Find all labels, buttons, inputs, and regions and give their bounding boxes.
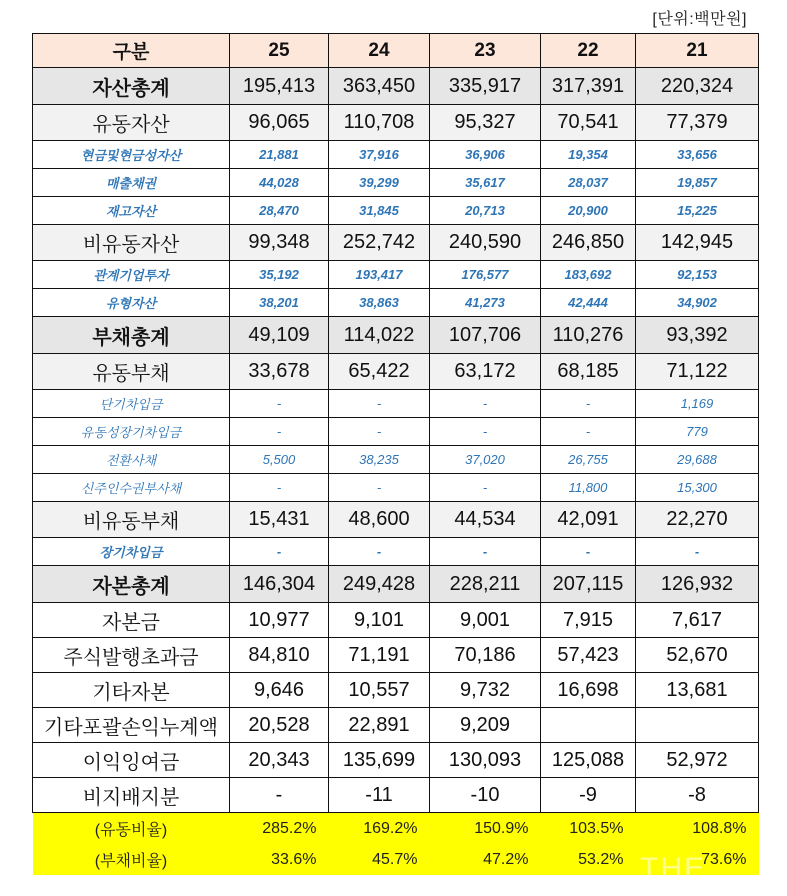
value-cell: -: [230, 538, 329, 566]
value-cell: 65,422: [329, 354, 430, 390]
value-cell: 52,972: [636, 743, 759, 778]
table-row: [33, 418, 759, 446]
row-label: 이익잉여금: [33, 743, 230, 778]
value-cell: -: [541, 390, 636, 418]
value-cell: 57,423: [541, 638, 636, 673]
table-row: [33, 169, 759, 197]
value-cell: 33,678: [230, 354, 329, 390]
row-label: 기타자본: [33, 673, 230, 708]
value-cell: 1,169: [636, 390, 759, 418]
value-cell: -: [430, 538, 541, 566]
value-cell: 249,428: [329, 566, 430, 603]
year-header: 24: [329, 34, 430, 68]
value-cell: 252,742: [329, 225, 430, 261]
value-cell: 19,354: [541, 141, 636, 169]
value-cell: 9,646: [230, 673, 329, 708]
value-cell: 29,688: [636, 446, 759, 474]
row-label: 유동성장기차입금: [33, 418, 230, 446]
value-cell: 39,299: [329, 169, 430, 197]
ratio-value: 150.9%: [430, 813, 541, 845]
value-cell: 20,900: [541, 197, 636, 225]
header-row: [33, 34, 759, 68]
value-cell: 15,225: [636, 197, 759, 225]
value-cell: 96,065: [230, 105, 329, 141]
row-label: 부채총계: [33, 317, 230, 354]
table-row: [33, 225, 759, 261]
value-cell: -11: [329, 778, 430, 813]
value-cell: -9: [541, 778, 636, 813]
value-cell: 37,916: [329, 141, 430, 169]
ratio-label: (유동비율): [33, 813, 230, 845]
row-label: 장기차입금: [33, 538, 230, 566]
value-cell: 41,273: [430, 289, 541, 317]
table-row: [33, 743, 759, 778]
row-label: 유형자산: [33, 289, 230, 317]
value-cell: 42,444: [541, 289, 636, 317]
value-cell: 37,020: [430, 446, 541, 474]
value-cell: 16,698: [541, 673, 636, 708]
table-row: [33, 673, 759, 708]
row-label: 신주인수권부사채: [33, 474, 230, 502]
table-row: [33, 603, 759, 638]
value-cell: -: [430, 390, 541, 418]
row-label: 비유동자산: [33, 225, 230, 261]
value-cell: 48,600: [329, 502, 430, 538]
value-cell: 317,391: [541, 68, 636, 105]
value-cell: 10,977: [230, 603, 329, 638]
value-cell: -: [230, 474, 329, 502]
row-label: 전환사채: [33, 446, 230, 474]
value-cell: 15,300: [636, 474, 759, 502]
row-label: 유동부채: [33, 354, 230, 390]
value-cell: -: [430, 418, 541, 446]
value-cell: 176,577: [430, 261, 541, 289]
table-row: [33, 105, 759, 141]
value-cell: 220,324: [636, 68, 759, 105]
row-label: 자본금: [33, 603, 230, 638]
value-cell: 77,379: [636, 105, 759, 141]
value-cell: 246,850: [541, 225, 636, 261]
ratio-value: 47.2%: [430, 844, 541, 875]
table-row: [33, 68, 759, 105]
row-label: 자본총계: [33, 566, 230, 603]
value-cell: 130,093: [430, 743, 541, 778]
value-cell: 20,343: [230, 743, 329, 778]
table-row: [33, 538, 759, 566]
table-row: [33, 638, 759, 673]
value-cell: 363,450: [329, 68, 430, 105]
table-row: [33, 317, 759, 354]
row-label: 단기차입금: [33, 390, 230, 418]
year-header: 25: [230, 34, 329, 68]
year-header: 23: [430, 34, 541, 68]
value-cell: 34,902: [636, 289, 759, 317]
value-cell: 22,270: [636, 502, 759, 538]
value-cell: 49,109: [230, 317, 329, 354]
value-cell: 38,235: [329, 446, 430, 474]
value-cell: [541, 708, 636, 743]
unit-label: [단위:백만원]: [652, 11, 747, 28]
value-cell: 13,681: [636, 673, 759, 708]
value-cell: 38,201: [230, 289, 329, 317]
value-cell: 71,122: [636, 354, 759, 390]
value-cell: 110,708: [329, 105, 430, 141]
value-cell: -10: [430, 778, 541, 813]
table-row: [33, 446, 759, 474]
value-cell: 7,617: [636, 603, 759, 638]
year-header: 21: [636, 34, 759, 68]
value-cell: 93,392: [636, 317, 759, 354]
value-cell: 95,327: [430, 105, 541, 141]
value-cell: 42,091: [541, 502, 636, 538]
value-cell: 44,028: [230, 169, 329, 197]
value-cell: -: [541, 418, 636, 446]
row-label: 비유동부채: [33, 502, 230, 538]
row-label: 유동자산: [33, 105, 230, 141]
ratio-value: 45.7%: [329, 844, 430, 875]
balance-sheet-table: [32, 33, 759, 875]
ratio-row: [33, 813, 759, 845]
value-cell: 52,670: [636, 638, 759, 673]
value-cell: 195,413: [230, 68, 329, 105]
table-row: [33, 474, 759, 502]
value-cell: 142,945: [636, 225, 759, 261]
value-cell: 68,185: [541, 354, 636, 390]
value-cell: 84,810: [230, 638, 329, 673]
value-cell: 35,617: [430, 169, 541, 197]
table-row: [33, 261, 759, 289]
value-cell: 240,590: [430, 225, 541, 261]
value-cell: 126,932: [636, 566, 759, 603]
value-cell: 31,845: [329, 197, 430, 225]
value-cell: 228,211: [430, 566, 541, 603]
row-label: 재고자산: [33, 197, 230, 225]
table-row: [33, 354, 759, 390]
ratio-value: 73.6%: [636, 844, 759, 875]
value-cell: 63,172: [430, 354, 541, 390]
value-cell: -: [636, 538, 759, 566]
value-cell: 99,348: [230, 225, 329, 261]
value-cell: 193,417: [329, 261, 430, 289]
value-cell: 183,692: [541, 261, 636, 289]
ratio-value: 53.2%: [541, 844, 636, 875]
ratio-value: 33.6%: [230, 844, 329, 875]
value-cell: 9,001: [430, 603, 541, 638]
value-cell: 28,470: [230, 197, 329, 225]
table-row: [33, 289, 759, 317]
table-row: [33, 566, 759, 603]
table-row: [33, 197, 759, 225]
value-cell: 15,431: [230, 502, 329, 538]
value-cell: 11,800: [541, 474, 636, 502]
table-row: [33, 708, 759, 743]
value-cell: 207,115: [541, 566, 636, 603]
value-cell: 28,037: [541, 169, 636, 197]
value-cell: 9,732: [430, 673, 541, 708]
value-cell: 5,500: [230, 446, 329, 474]
value-cell: 20,528: [230, 708, 329, 743]
value-cell: 20,713: [430, 197, 541, 225]
value-cell: 92,153: [636, 261, 759, 289]
row-label: 주식발행초과금: [33, 638, 230, 673]
value-cell: 7,915: [541, 603, 636, 638]
ratio-value: 103.5%: [541, 813, 636, 845]
value-cell: -: [329, 538, 430, 566]
value-cell: 114,022: [329, 317, 430, 354]
table-row: [33, 778, 759, 813]
row-label: 관계기업투자: [33, 261, 230, 289]
value-cell: 10,557: [329, 673, 430, 708]
row-label: 비지배지분: [33, 778, 230, 813]
row-label: 현금및현금성자산: [33, 141, 230, 169]
ratio-label: (부채비율): [33, 844, 230, 875]
table-row: [33, 390, 759, 418]
value-cell: -: [230, 418, 329, 446]
value-cell: -: [230, 778, 329, 813]
value-cell: 135,699: [329, 743, 430, 778]
value-cell: 38,863: [329, 289, 430, 317]
row-label: 자산총계: [33, 68, 230, 105]
value-cell: 35,192: [230, 261, 329, 289]
value-cell: 335,917: [430, 68, 541, 105]
value-cell: 71,191: [329, 638, 430, 673]
value-cell: 33,656: [636, 141, 759, 169]
value-cell: 110,276: [541, 317, 636, 354]
value-cell: 70,541: [541, 105, 636, 141]
value-cell: -8: [636, 778, 759, 813]
value-cell: -: [329, 390, 430, 418]
value-cell: 125,088: [541, 743, 636, 778]
ratio-value: 169.2%: [329, 813, 430, 845]
table-row: [33, 502, 759, 538]
year-header: 22: [541, 34, 636, 68]
value-cell: -: [430, 474, 541, 502]
value-cell: -: [329, 474, 430, 502]
value-cell: -: [230, 390, 329, 418]
value-cell: 70,186: [430, 638, 541, 673]
value-cell: [636, 708, 759, 743]
value-cell: 22,891: [329, 708, 430, 743]
value-cell: 9,209: [430, 708, 541, 743]
ratio-value: 108.8%: [636, 813, 759, 845]
value-cell: 779: [636, 418, 759, 446]
value-cell: 107,706: [430, 317, 541, 354]
watermark: THE: [640, 852, 706, 885]
value-cell: 44,534: [430, 502, 541, 538]
table-row: [33, 141, 759, 169]
header-label: 구분: [33, 34, 230, 68]
value-cell: -: [329, 418, 430, 446]
row-label: 기타포괄손익누계액: [33, 708, 230, 743]
value-cell: 146,304: [230, 566, 329, 603]
value-cell: 36,906: [430, 141, 541, 169]
value-cell: 21,881: [230, 141, 329, 169]
ratio-value: 285.2%: [230, 813, 329, 845]
value-cell: 26,755: [541, 446, 636, 474]
value-cell: 19,857: [636, 169, 759, 197]
row-label: 매출채권: [33, 169, 230, 197]
value-cell: 9,101: [329, 603, 430, 638]
value-cell: -: [541, 538, 636, 566]
